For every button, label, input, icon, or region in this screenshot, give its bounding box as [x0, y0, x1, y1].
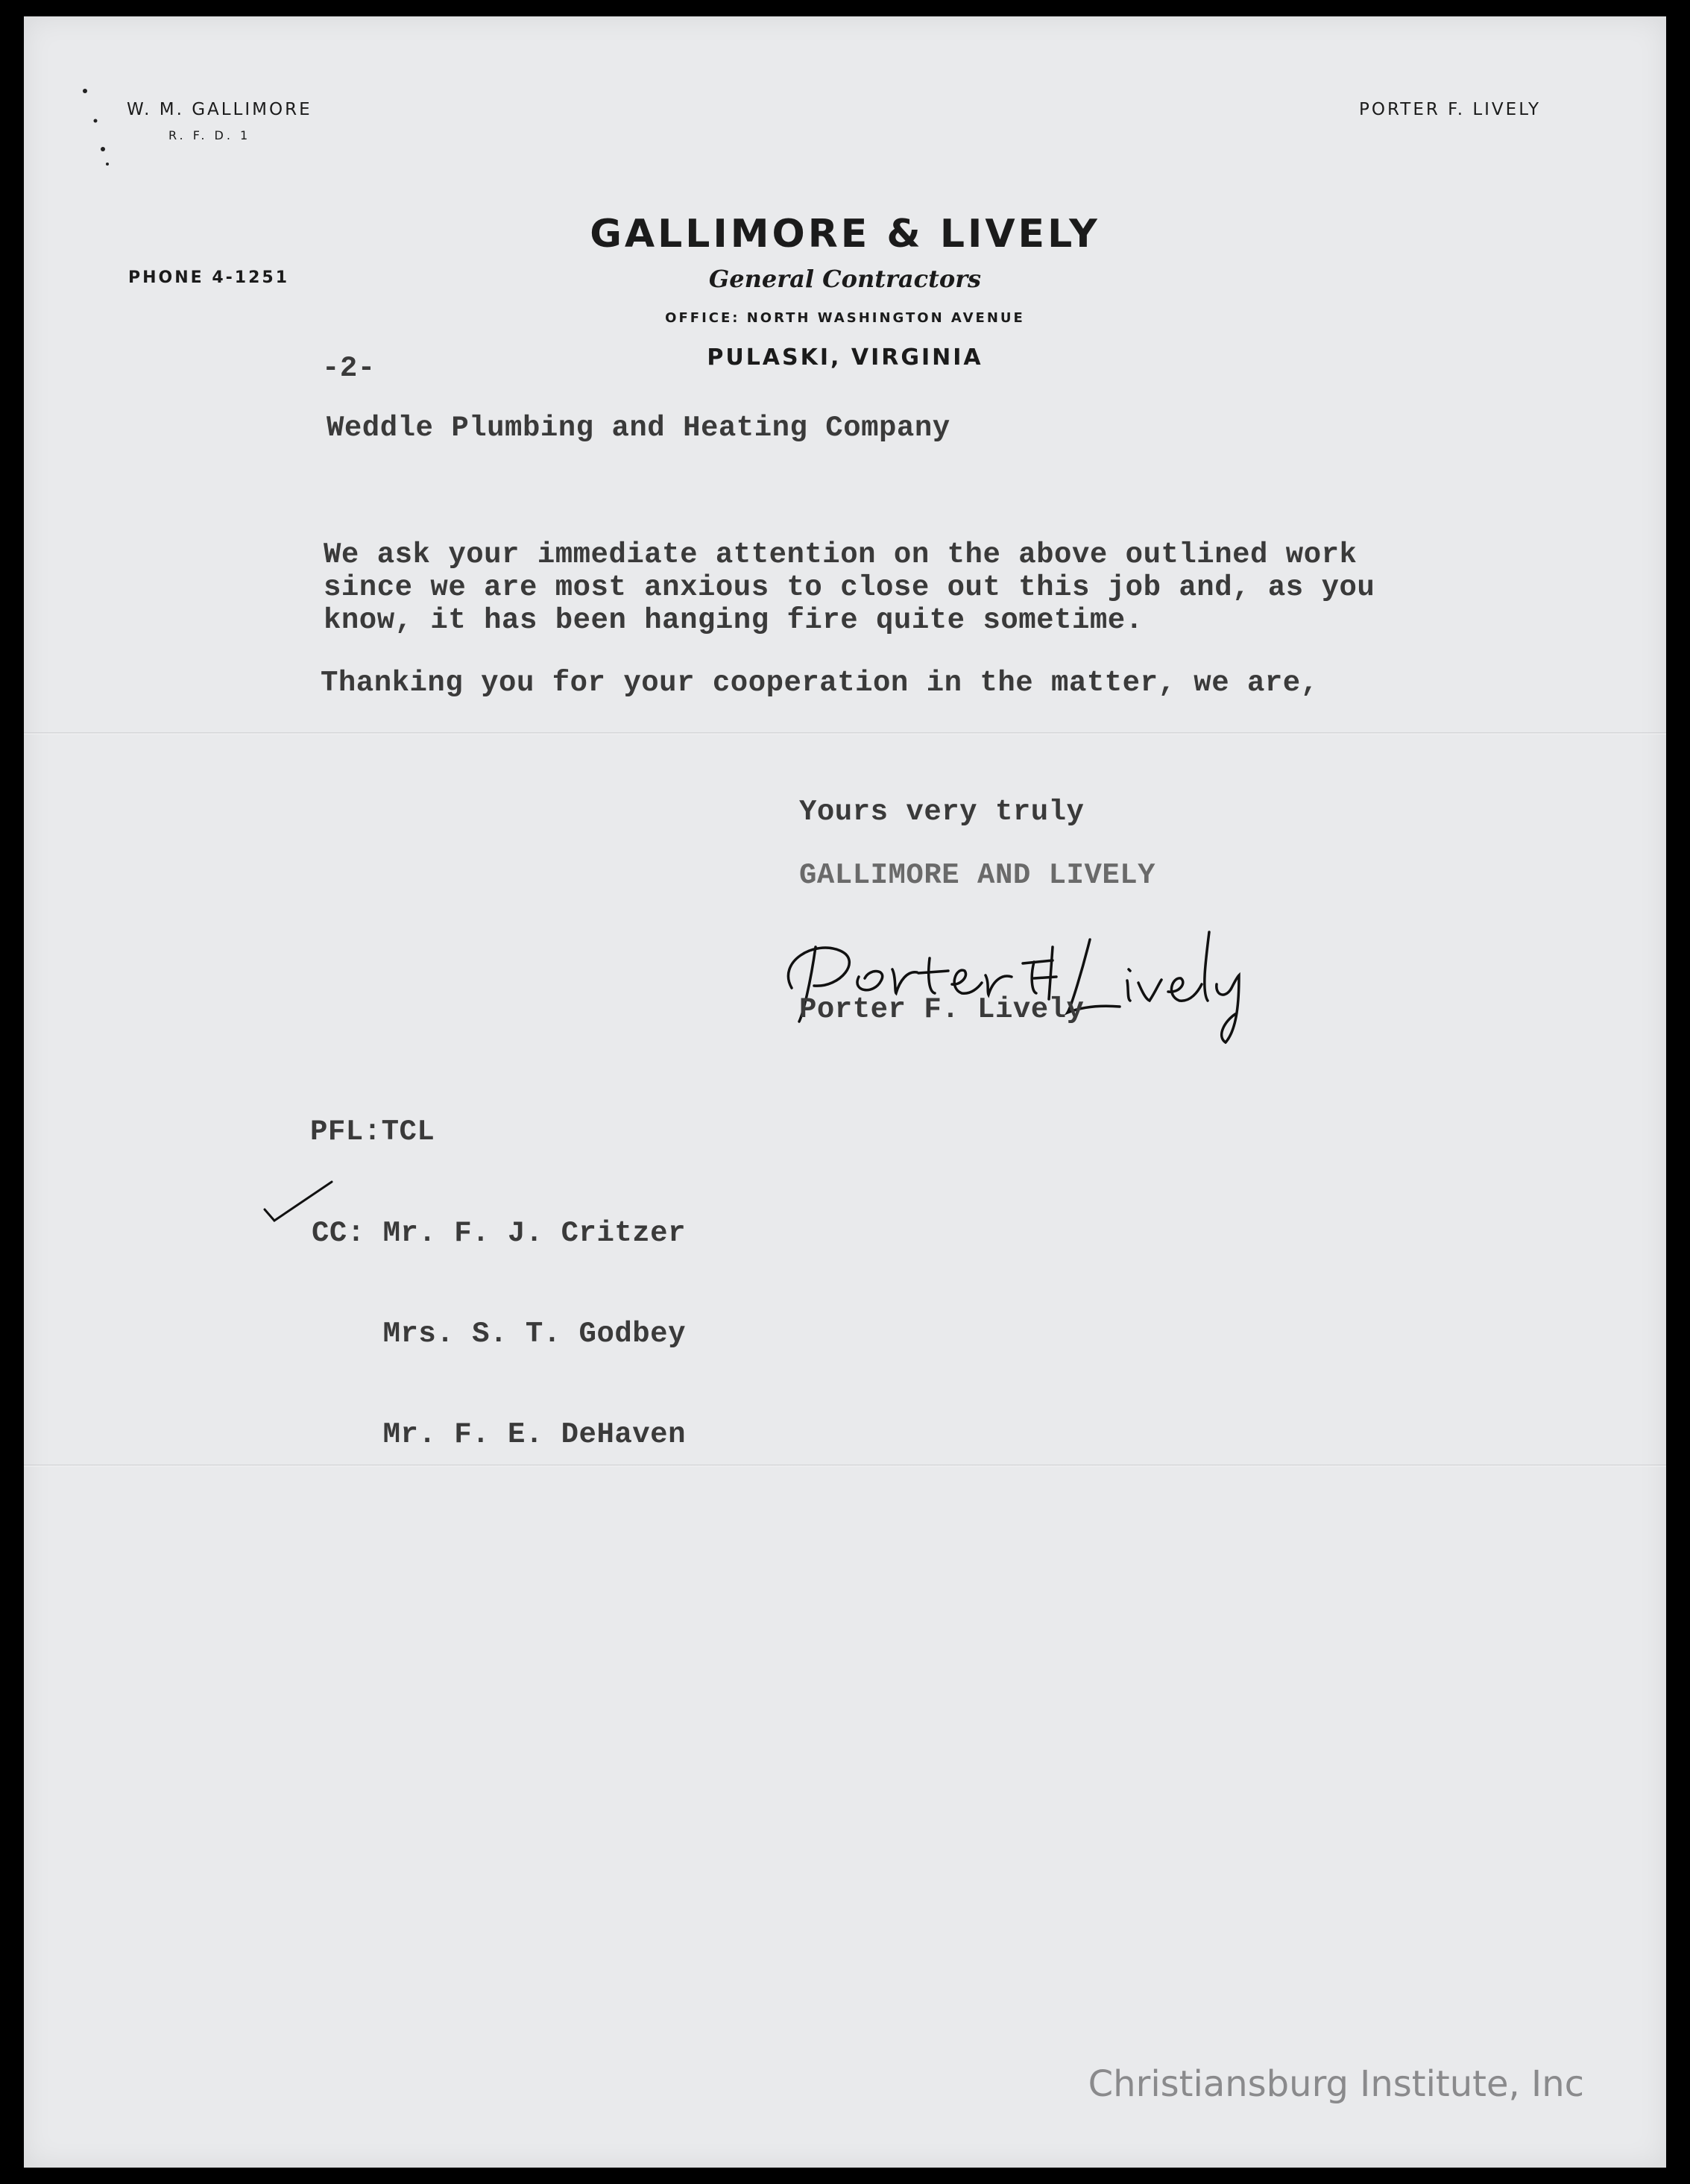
- firm-signature: GALLIMORE AND LIVELY: [799, 859, 1156, 892]
- fold-line: [24, 1464, 1666, 1467]
- owner-right-name: PORTER F. LIVELY: [1359, 100, 1541, 119]
- letter-sheet: [24, 16, 1666, 2168]
- phone-number: PHONE 4-1251: [128, 268, 290, 287]
- cc-list: [312, 1150, 686, 1519]
- page-number: -2-: [322, 352, 376, 385]
- closing: Yours very truly: [799, 796, 1085, 828]
- paper-marks: [76, 84, 121, 180]
- office-address: OFFICE: NORTH WASHINGTON AVENUE: [665, 310, 1025, 326]
- cc-line: CC: Mr. F. J. Critzer: [312, 1217, 686, 1250]
- firm-subtitle: General Contractors: [708, 265, 982, 293]
- signer-name: Porter F. Lively: [799, 993, 1085, 1026]
- body-paragraph-1: We ask your immediate attention on the above outlined work since we are most anxious to close out this job and, as you know, it has been hanging fire quite sometime.: [324, 538, 1375, 637]
- body-paragraph-2: Thanking you for your cooperation in the matter, we are,: [321, 667, 1319, 699]
- checkmark-icon: [261, 1176, 335, 1228]
- city: PULASKI, VIRGINIA: [707, 344, 983, 371]
- owner-left-name: W. M. GALLIMORE: [127, 100, 312, 119]
- cc-line: Mr. F. E. DeHaven: [312, 1418, 686, 1451]
- fold-line: [24, 732, 1666, 734]
- cc-line: Mrs. S. T. Godbey: [312, 1318, 686, 1350]
- recipient: Weddle Plumbing and Heating Company: [327, 412, 950, 444]
- watermark: Christiansburg Institute, Inc: [1088, 2063, 1584, 2105]
- firm-name: GALLIMORE & LIVELY: [590, 212, 1100, 257]
- owner-left-route: R. F. D. 1: [168, 128, 251, 142]
- reference-initials: PFL:TCL: [310, 1115, 435, 1148]
